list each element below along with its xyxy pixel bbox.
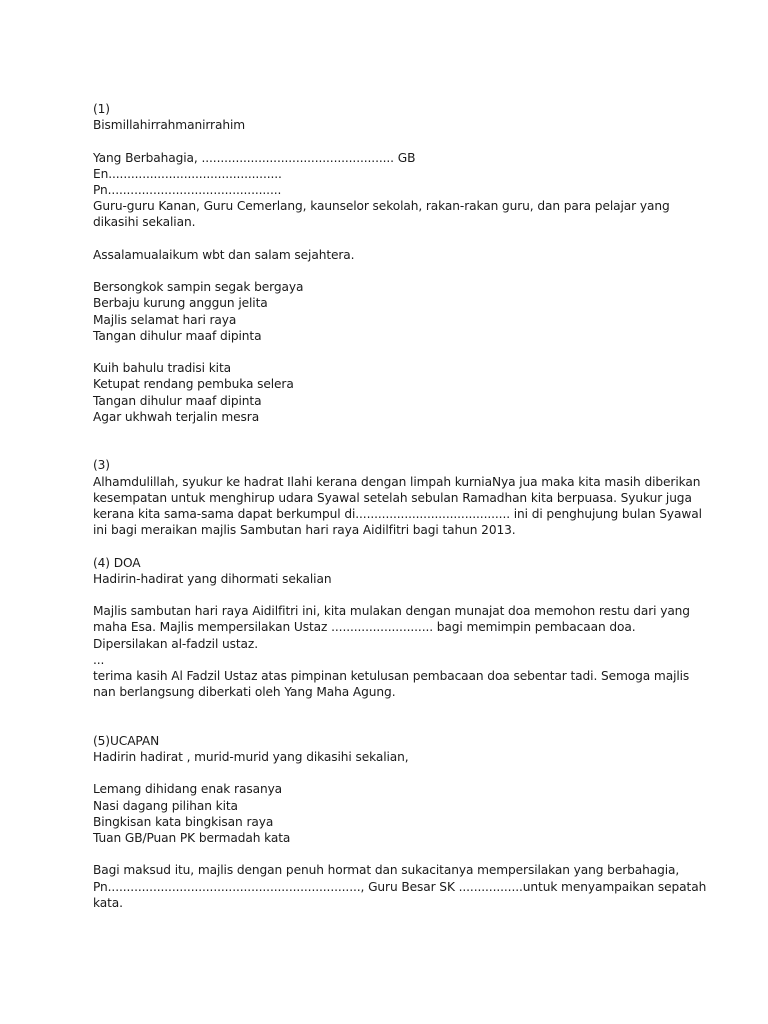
text-line: Pn..................................................................., Guru Besar SK .................untuk menyampaikan sepatah — [93, 879, 707, 894]
text-line: Yang Berbahagia, ................................................... GB — [93, 150, 416, 165]
text-line: Tangan dihulur maaf dipinta — [93, 393, 262, 408]
blank-line — [93, 344, 693, 360]
text-line: Majlis selamat hari raya — [93, 312, 237, 327]
blank-line — [93, 263, 693, 279]
text-line: kata. — [93, 895, 123, 910]
text-line: Kuih bahulu tradisi kita — [93, 361, 232, 376]
document-body — [93, 101, 707, 911]
text-line: Hadirin hadirat , murid-murid yang dikasihi sekalian, — [93, 749, 409, 764]
text-line: Berbaju kurung anggun jelita — [93, 296, 268, 311]
text-line: En.............................................. — [93, 166, 282, 181]
text-line: Pn.............................................. — [93, 183, 282, 197]
blank-line — [93, 231, 693, 247]
text-line: (3) — [93, 458, 110, 473]
text-line: Ketupat rendang pembuka selera — [93, 377, 294, 392]
blank-line — [93, 765, 693, 781]
text-line: Tangan dihulur maaf dipinta — [93, 328, 262, 343]
text-line: Lemang dihidang enak rasanya — [93, 782, 283, 797]
blank-line — [93, 587, 693, 603]
text-line: Bismillahirrahmanirrahim — [93, 118, 246, 133]
text-line: (4) DOA — [93, 555, 141, 570]
text-line: Nasi dagang pilihan kita — [93, 798, 238, 813]
text-line: Bersongkok sampin segak bergaya — [93, 280, 304, 295]
text-line: Dipersilakan al-fadzil ustaz. — [93, 636, 258, 651]
blank-line — [93, 846, 693, 862]
text-line: ... — [93, 652, 105, 667]
text-line: nan berlangsung diberkati oleh Yang Maha Agung. — [93, 685, 396, 700]
text-line: Assalamualaikum wbt dan salam sejahtera. — [93, 247, 355, 262]
text-line: dikasihi sekalian. — [93, 215, 196, 230]
text-line: Alhamdulillah, syukur ke hadrat Ilahi kerana dengan limpah kurniaNya jua maka kita masih diberikan — [93, 474, 701, 489]
blank-line — [93, 538, 693, 554]
text-line: maha Esa. Majlis mempersilakan Ustaz ........................... bagi memimpin pembacaan doa. — [93, 620, 636, 635]
text-line: Guru-guru Kanan, Guru Cemerlang, kaunselor sekolah, rakan-rakan guru, dan para pelajar yang — [93, 199, 670, 214]
text-line: Bingkisan kata bingkisan raya — [93, 814, 274, 829]
text-line: (1) — [93, 102, 110, 116]
blank-line — [93, 133, 693, 149]
text-line: Bagi maksud itu, majlis dengan penuh hormat dan sukacitanya mempersilakan yang berbahagia, — [93, 863, 680, 878]
blank-line — [93, 717, 693, 733]
blank-line — [93, 441, 693, 457]
text-line: Agar ukhwah terjalin mesra — [93, 409, 260, 424]
text-line: ini bagi meraikan majlis Sambutan hari raya Aidilfitri bagi tahun 2013. — [93, 523, 516, 538]
text-line: (5)UCAPAN — [93, 733, 160, 748]
text-line: kesempatan untuk menghirup udara Syawal setelah sebulan Ramadhan kita berpuasa. Syukur juga — [93, 490, 692, 505]
blank-line — [93, 425, 693, 441]
text-line: Tuan GB/Puan PK bermadah kata — [93, 830, 291, 845]
text-line: Majlis sambutan hari raya Aidilfitri ini, kita mulakan dengan munajat doa memohon restu dari yang — [93, 604, 690, 619]
blank-line — [93, 700, 693, 716]
text-line: terima kasih Al Fadzil Ustaz atas pimpinan ketulusan pembacaan doa sebentar tadi. Semoga majlis — [93, 668, 690, 683]
text-line: Hadirin-hadirat yang dihormati sekalian — [93, 571, 332, 586]
text-line: kerana kita sama-sama dapat berkumpul di......................................... ini di penghujung bulan Syawal — [93, 506, 702, 521]
